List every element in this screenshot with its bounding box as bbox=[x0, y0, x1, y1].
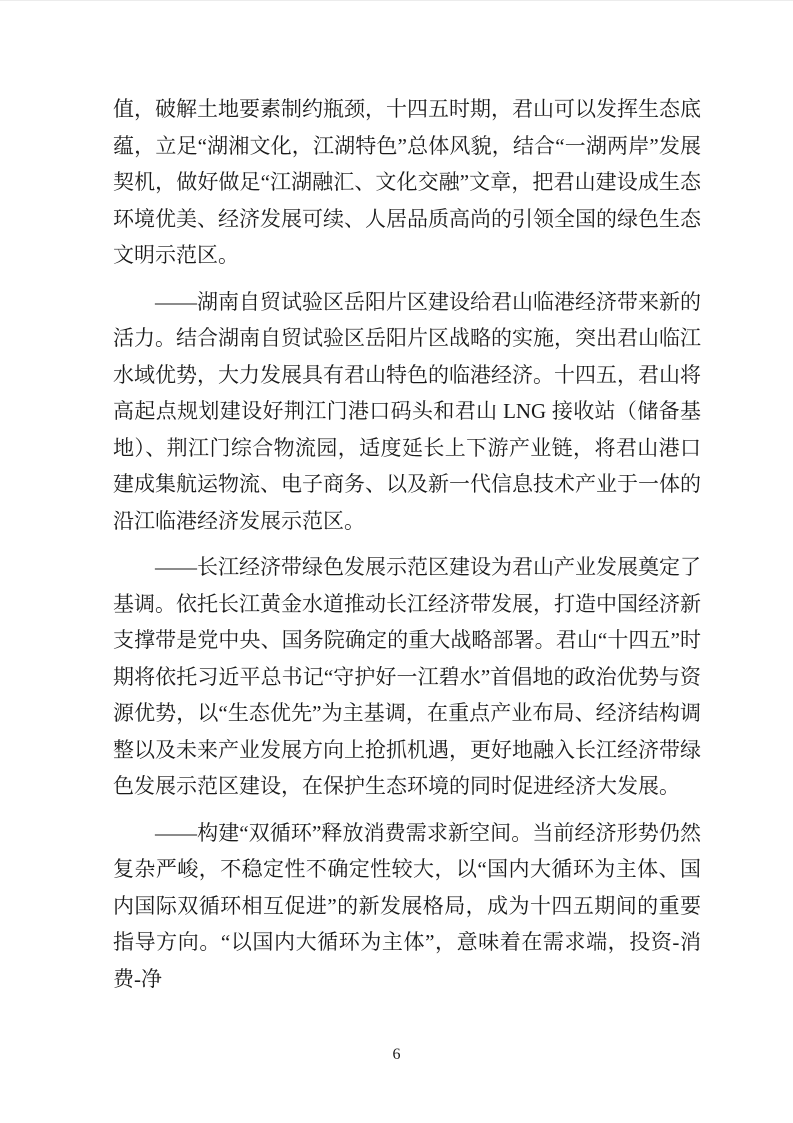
paragraph-continuation: 值，破解土地要素制约瓶颈，十四五时期，君山可以发挥生态底蕴，立足“湖湘文化，江湖特色”总体风貌，结合“一湖两岸”发展契机，做好做足“江湖融汇、文化交融”文章，把君山建设成生态环境优美、经济发展可续、人居品质高尚的引领全国的绿色生态文明示范区。 bbox=[113, 97, 701, 267]
page-number: 6 bbox=[392, 1046, 401, 1063]
paragraph-dual-circulation: ——构建“双循环”释放消费需求新空间。当前经济形势仍然复杂严峻，不稳定性不确定性较大，以“国内大循环为主体、国内国际双循环相互促进”的新发展格局，成为十四五期间的重要指导方向。“以国内大循环为主体”，意味着在需求端，投资-消费-净 bbox=[113, 820, 701, 991]
paragraph-free-trade-zone: ——湖南自贸试验区岳阳片区建设给君山临港经济带来新的活力。结合湖南自贸试验区岳阳片区战略的实施，突出君山临江水域优势，大力发展具有君山特色的临港经济。十四五，君山将高起点规划建设好荆江门港口码头和君山 LNG 接收站（储备基地）、荆江门综合物流园，适度延长上下游产业链，将君山港口建成集航运物流、电子商务、以及新一代信息技术产业于一体的沿江临港经济发展示范区。 bbox=[113, 289, 701, 533]
paragraph-yangtze-economic-belt: ——长江经济带绿色发展示范区建设为君山产业发展奠定了基调。依托长江黄金水道推动长江经济带发展，打造中国经济新支撑带是党中央、国务院确定的重大战略部署。君山“十四五”时期将依托习近平总书记“守护好一江碧水”首倡地的政治优势与资源优势，以“生态优先”为主基调，在重点产业布局、经济结构调整以及未来产业发展方向上抢抓机遇，更好地融入长江经济带绿色发展示范区建设，在保护生态环境的同时促进经济大发展。 bbox=[113, 555, 701, 798]
page-body-text bbox=[113, 91, 701, 1007]
